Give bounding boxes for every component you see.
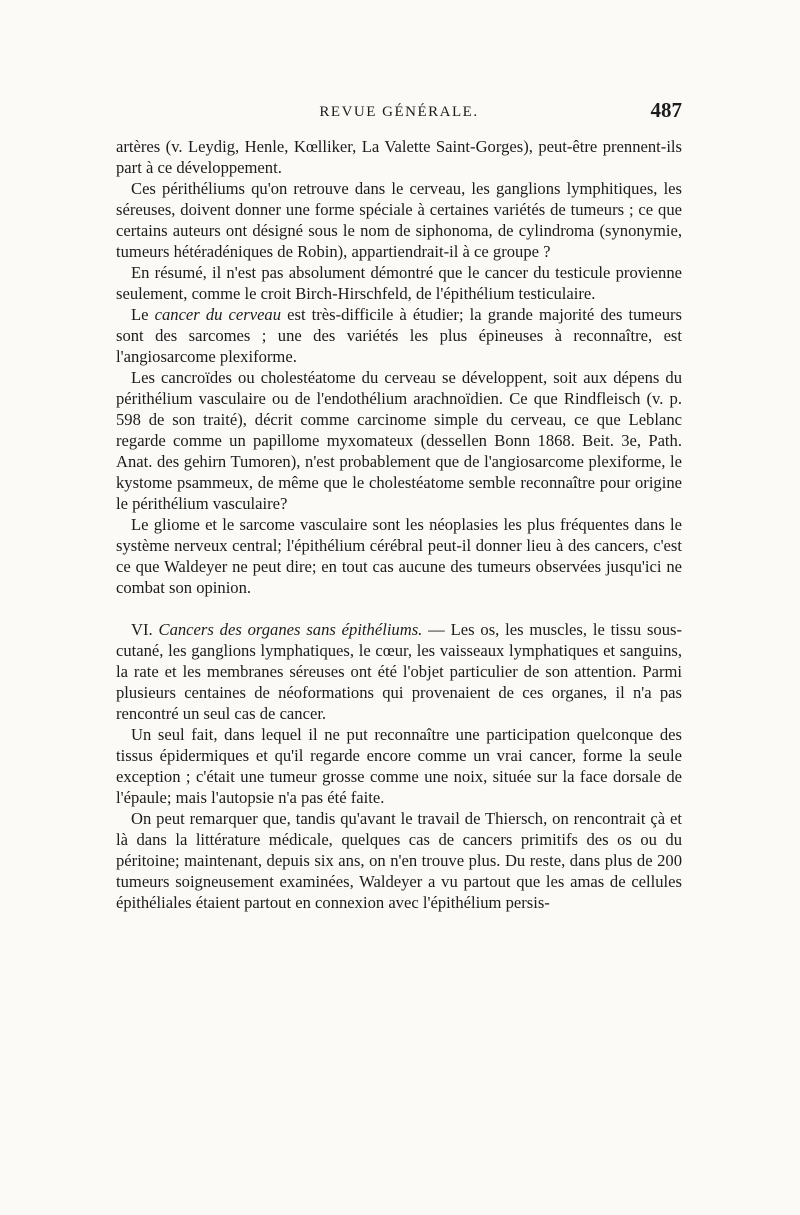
section-title: Cancers des organes sans épithéliums. (158, 620, 423, 639)
paragraph: On peut remarquer que, tandis qu'avant le travail de Thiersch, on rencontrait çà et là dans la littérature médicale, quelques cas de cancers primitifs des os ou du péritoine; maintenant, depuis six ans, on n'en trouve plus. Du reste, dans plus de 200 tumeurs soigneusement examinées, Waldeyer a vu partout que les amas de cellules épithéliales étaient partout en connexion avec l'épithélium persis- (116, 809, 682, 912)
page-number: 487 (650, 98, 682, 122)
page-header (116, 98, 682, 128)
paragraph: En résumé, il n'est pas absolument démontré que le cancer du testicule provienne seulement, comme le croit Birch-Hirschfeld, de l'épithélium testiculaire. (116, 263, 682, 303)
running-title: REVUE GÉNÉRALE. (319, 104, 479, 120)
section-number: VI. (131, 620, 153, 639)
paragraph: Un seul fait, dans lequel il ne put reconnaître une participation quelconque des tissus épidermiques et qu'il regarde encore comme un vrai cancer, forme la seule exception ; c'était une tumeur grosse comme une noix, située sur la face dorsale de l'épaule; mais l'autopsie n'a pas été faite. (116, 725, 682, 807)
section-paragraph (116, 619, 682, 724)
paragraph-rest: — Les os, les muscles, le tissu sous-cutané, les ganglions lymphatiques, le cœur, les vaisseaux lymphatiques et sanguins, la rate et les membranes séreuses ont été l'objet particulier de son attention. Parmi plusieurs centaines de néoformations qui provenaient de ces organes, il n'a pas rencontré un seul cas de cancer. (116, 620, 682, 723)
paragraph-rest: est très-difficile à étudier; la grande majorité des tumeurs sont des sarcomes ; une des variétés les plus épineuses à reconnaître, est l'angiosarcome plexiforme. (116, 305, 682, 366)
paragraph (116, 304, 682, 367)
paragraph-lead: Le (131, 305, 149, 324)
body-text (116, 136, 682, 913)
italic-term: cancer du cerveau (154, 305, 282, 324)
paragraph: Le gliome et le sarcome vasculaire sont les néoplasies les plus fréquentes dans le système nerveux central; l'épithélium cérébral peut-il donner lieu à des cancers, c'est ce que Waldeyer ne peut dire; en tout cas aucune des tumeurs observées jusqu'ici ne combat son opinion. (116, 515, 682, 597)
paragraph: Ces périthéliums qu'on retrouve dans le cerveau, les ganglions lymphitiques, les séreuses, doivent donner une forme spéciale à certaines variétés de tumeurs ; ce que certains auteurs ont désigné sous le nom de siphonoma, de cylindroma (synonymie, tumeurs hétéradéniques de Robin), appartiendrait-il à ce groupe ? (116, 179, 682, 261)
paragraph: Les cancroïdes ou cholestéatome du cerveau se développent, soit aux dépens du périthélium vasculaire ou de l'endothélium arachnoïdien. Ce que Rindfleisch (v. p. 598 de son traité), décrit comme carcinome simple du cerveau, ce que Leblanc regarde comme un papillome myxomateux (dessellen Bonn 1868. Beit. 3e, Path. Anat. des gehirn Tumoren), n'est probablement que de l'angiosarcome plexiforme, le kystome psammeux, de même que le cholestéatome semble reconnaître pour origine le périthélium vasculaire? (116, 368, 682, 513)
paragraph: artères (v. Leydig, Henle, Kœlliker, La Valette Saint-Gorges), peut-être prennent-ils part à ce développement. (116, 137, 682, 177)
